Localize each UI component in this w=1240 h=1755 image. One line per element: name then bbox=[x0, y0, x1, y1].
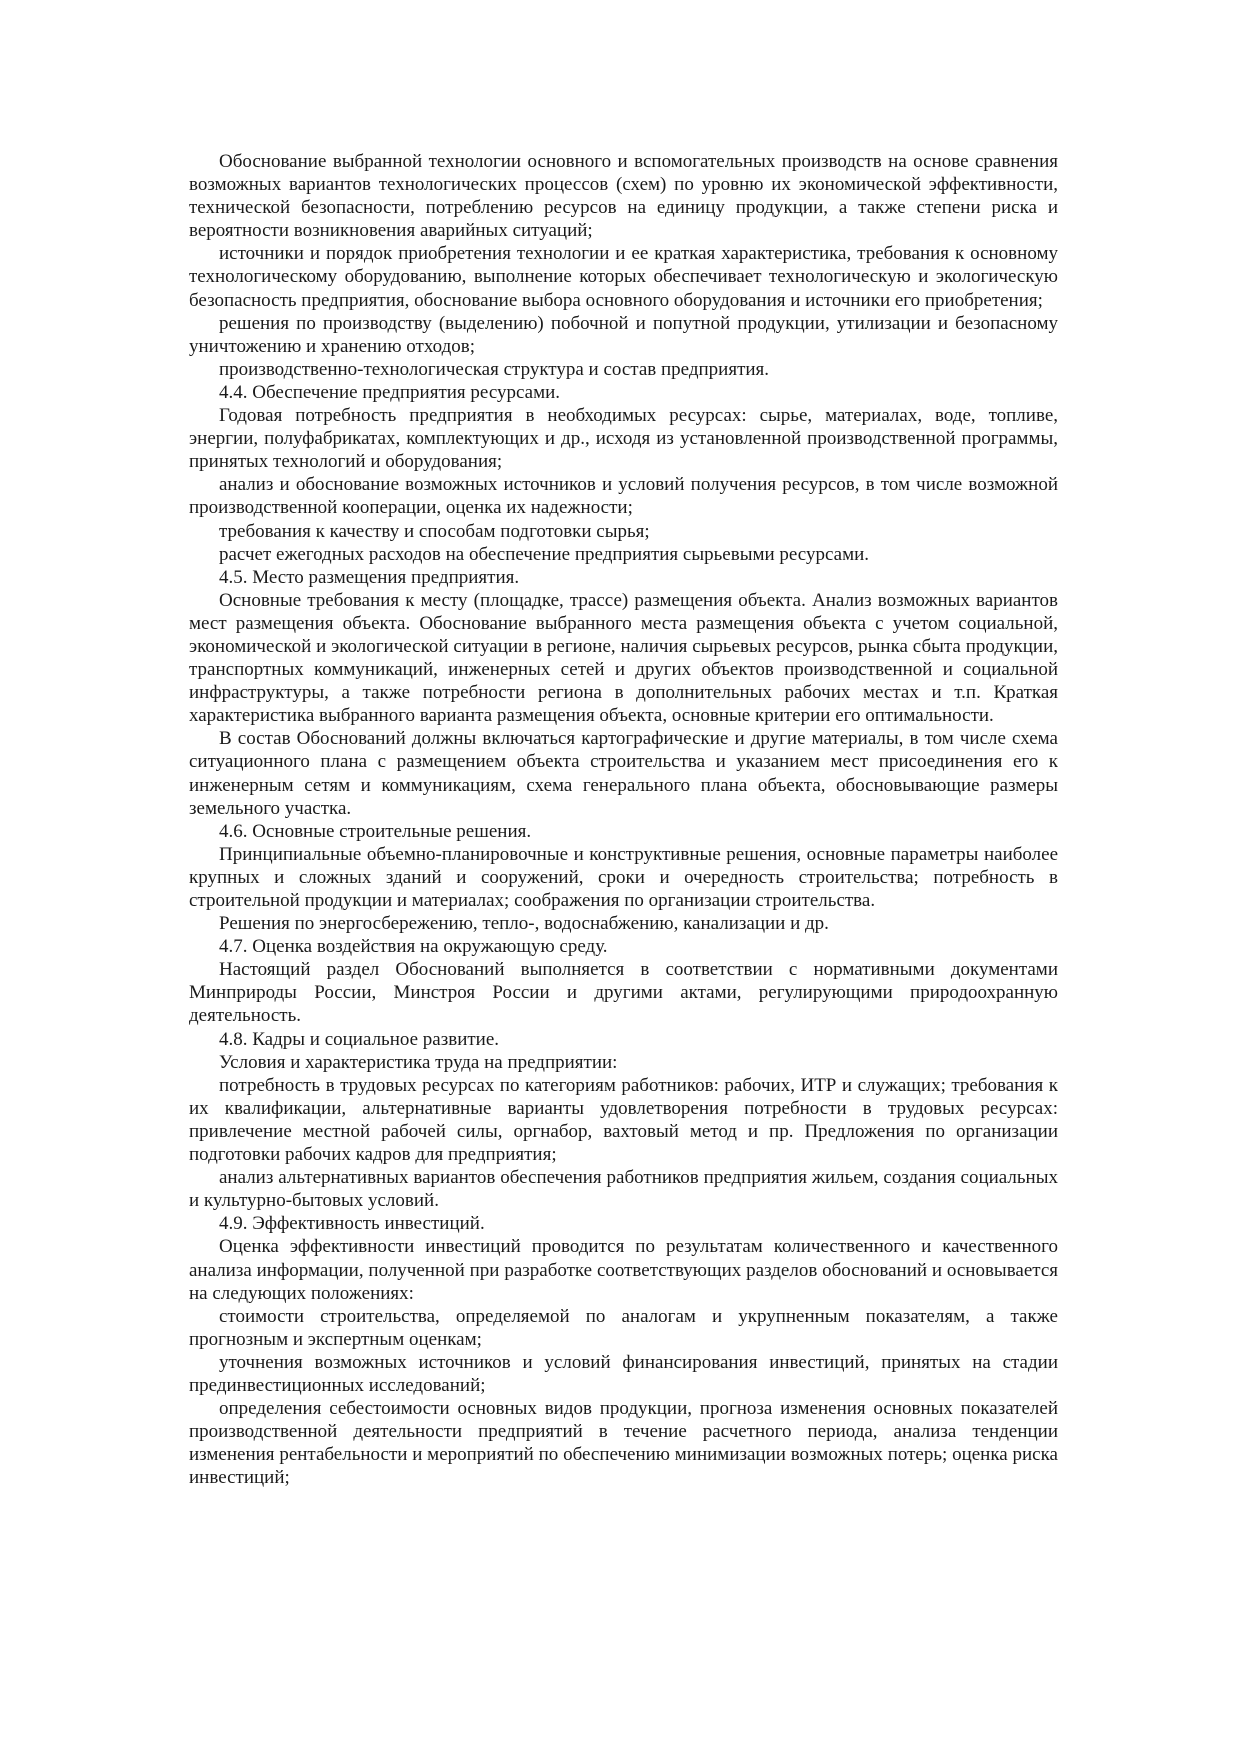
paragraph: В состав Обоснований должны включаться картографические и другие материалы, в том числе схема ситуационного плана с размещением объекта строительства и указанием мест присоединения его к инженерным сетям и коммуникациям, схема генерального плана объекта, обосновывающие размеры земельного участка. bbox=[189, 728, 1058, 819]
paragraph: Настоящий раздел Обоснований выполняется в соответствии с нормативными документами Минприроды России, Минстроя России и другими актами, регулирующими природоохранную деятельность. bbox=[189, 959, 1058, 1027]
paragraph: Решения по энергосбережению, тепло-, водоснабжению, канализации и др. bbox=[219, 913, 829, 935]
section-heading: 4.6. Основные строительные решения. bbox=[219, 820, 532, 842]
paragraph: Условия и характеристика труда на предприятии: bbox=[219, 1051, 618, 1073]
paragraph: уточнения возможных источников и условий финансирования инвестиций, принятых на стадии прединвестиционных исследований; bbox=[189, 1351, 1058, 1396]
paragraph: расчет ежегодных расходов на обеспечение предприятия сырьевыми ресурсами. bbox=[219, 543, 870, 565]
paragraph: источники и порядок приобретения технологии и ее краткая характеристика, требования к основному технологическому оборудованию, выполнение которых обеспечивает технологическую и экологическую безопасность предприятия, обоснование выбора основного оборудования и источники его приобретения; bbox=[189, 243, 1058, 311]
document-body bbox=[189, 150, 1058, 1489]
section-heading: 4.9. Эффективность инвестиций. bbox=[219, 1213, 485, 1235]
paragraph: производственно-технологическая структура и состав предприятия. bbox=[219, 358, 770, 380]
paragraph: определения себестоимости основных видов продукции, прогноза изменения основных показателей производственной деятельности предприятий в течение расчетного периода, анализа тенденции изменения рентабельности и мероприятий по обеспечению минимизации возможных потерь; оценка риска инвестиций; bbox=[189, 1398, 1058, 1489]
paragraph: Основные требования к месту (площадке, трассе) размещения объекта. Анализ возможных вариантов мест размещения объекта. Обоснование выбранного места размещения объекта с учетом социальной, экономической и экологической ситуации в регионе, наличия сырьевых ресурсов, рынка сбыта продукции, транспортных коммуникаций, инженерных сетей и других объектов производственной и социальной инфраструктуры, а также потребности региона в дополнительных рабочих местах и т.п. Краткая характеристика выбранного варианта размещения объекта, основные критерии его оптимальности. bbox=[189, 589, 1058, 727]
paragraph: решения по производству (выделению) побочной и попутной продукции, утилизации и безопасному уничтожению и хранению отходов; bbox=[189, 312, 1058, 357]
paragraph: требования к качеству и способам подготовки сырья; bbox=[219, 520, 650, 542]
section-heading: 4.4. Обеспечение предприятия ресурсами. bbox=[219, 381, 561, 403]
paragraph: анализ альтернативных вариантов обеспечения работников предприятия жильем, создания социальных и культурно-бытовых условий. bbox=[189, 1167, 1058, 1212]
paragraph: Оценка эффективности инвестиций проводится по результатам количественного и качественного анализа информации, полученной при разработке соответствующих разделов обоснований и основывается на следующих положениях: bbox=[189, 1236, 1058, 1304]
paragraph: стоимости строительства, определяемой по аналогам и укрупненным показателям, а также прогнозным и экспертным оценкам; bbox=[189, 1305, 1058, 1350]
section-heading: 4.8. Кадры и социальное развитие. bbox=[219, 1028, 500, 1050]
paragraph: Принципиальные объемно-планировочные и конструктивные решения, основные параметры наиболее крупных и сложных зданий и сооружений, сроки и очередность строительства; потребность в строительной продукции и материалах; соображения по организации строительства. bbox=[189, 843, 1058, 911]
section-heading: 4.5. Место размещения предприятия. bbox=[219, 566, 520, 588]
paragraph: анализ и обоснование возможных источников и условий получения ресурсов, в том числе возможной производственной кооперации, оценка их надежности; bbox=[189, 474, 1058, 519]
paragraph: Годовая потребность предприятия в необходимых ресурсах: сырье, материалах, воде, топливе, энергии, полуфабрикатах, комплектующих и др., исходя из установленной производственной программы, принятых технологий и оборудования; bbox=[189, 405, 1058, 473]
section-heading: 4.7. Оценка воздействия на окружающую среду. bbox=[219, 936, 608, 958]
paragraph: Обоснование выбранной технологии основного и вспомогательных производств на основе сравнения возможных вариантов технологических процессов (схем) по уровню их экономической эффективности, технической безопасности, потреблению ресурсов на единицу продукции, а также степени риска и вероятности возникновения аварийных ситуаций; bbox=[189, 151, 1058, 242]
paragraph: потребность в трудовых ресурсах по категориям работников: рабочих, ИТР и служащих; требования к их квалификации, альтернативные варианты удовлетворения потребности в трудовых ресурсах: привлечение местной рабочей силы, оргнабор, вахтовый метод и пр. Предложения по организации подготовки рабочих кадров для предприятия; bbox=[189, 1074, 1058, 1166]
